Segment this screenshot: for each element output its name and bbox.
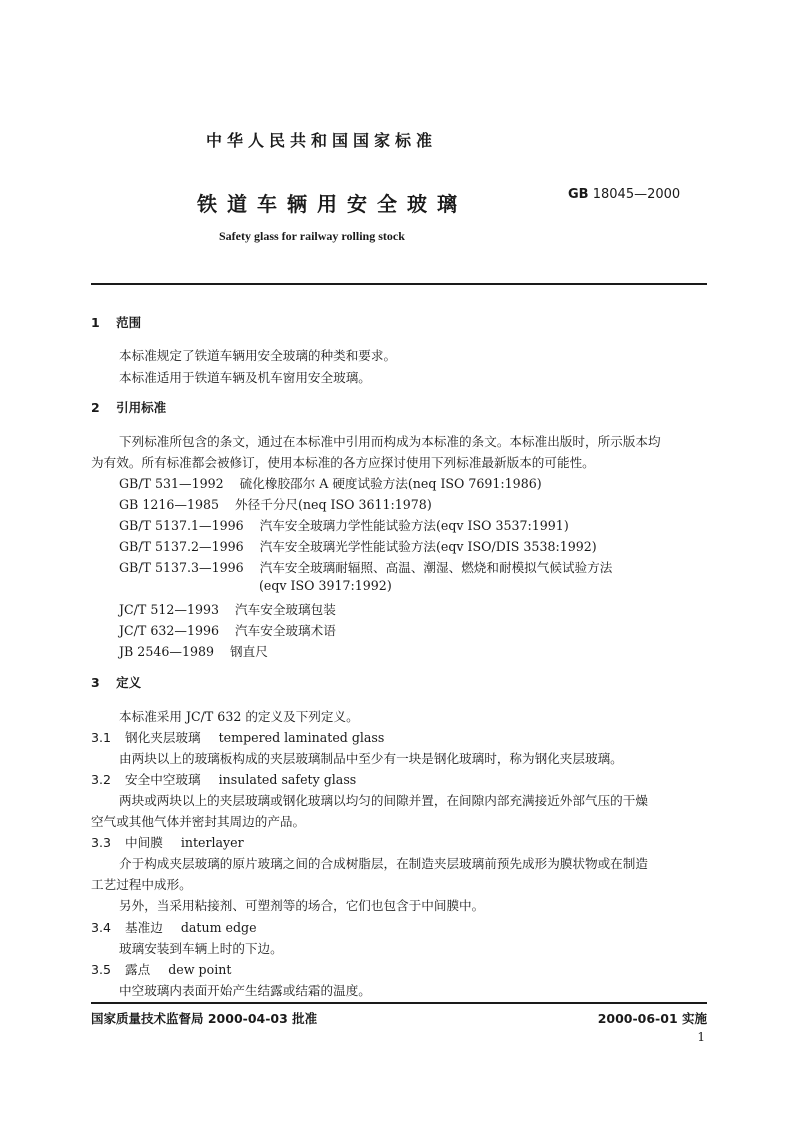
- approval-line: 国家质量技术监督局 2000-04-03 批准: [91, 1011, 318, 1026]
- header-rule: [91, 283, 707, 285]
- term-chinese: 中间膜: [125, 835, 163, 850]
- reference-title: 汽车安全玻璃光学性能试验方法(eqv ISO/DIS 3538:1992): [259, 539, 597, 554]
- term-chinese: 露点: [125, 962, 151, 977]
- reference-code: GB/T 531—1992: [119, 476, 224, 491]
- term-english: interlayer: [180, 835, 244, 850]
- section-title: 引用标准: [116, 400, 167, 415]
- reference-code: JC/T 512—1993: [119, 602, 220, 617]
- standard-prefix: GB: [568, 187, 589, 202]
- section-number: 1: [91, 315, 100, 330]
- term-chinese: 钢化夹层玻璃: [125, 730, 201, 745]
- definition-number: 3.4: [91, 920, 112, 935]
- section-2-heading: [91, 398, 166, 416]
- reference-item: [119, 557, 612, 576]
- section-3-heading: [91, 673, 141, 691]
- paragraph: 为有效。所有标准都会被修订，使用本标准的各方应探讨使用下列标准最新版本的可能性。: [91, 455, 595, 470]
- reference-item: [119, 494, 432, 513]
- definition-number: 3.3: [91, 835, 112, 850]
- reference-title-continuation: (eqv ISO 3917:1992): [259, 578, 392, 593]
- paragraph: 本标准采用 JC/T 632 的定义及下列定义。: [119, 709, 359, 724]
- paragraph: 下列标准所包含的条文，通过在本标准中引用而构成为本标准的条文。本标准出版时，所示版本均: [119, 434, 661, 449]
- reference-item: [119, 641, 268, 660]
- reference-code: GB/T 5137.3—1996: [119, 560, 244, 575]
- definition-text: 由两块以上的玻璃板构成的夹层玻璃制品中至少有一块是钢化玻璃时，称为钢化夹层玻璃。: [119, 751, 623, 766]
- definition-text: 中空玻璃内表面开始产生结露或结霜的温度。: [119, 983, 371, 998]
- reference-title: 钢直尺: [230, 644, 268, 659]
- reference-title: 硫化橡胶邵尔 A 硬度试验方法(neq ISO 7691:1986): [239, 476, 542, 491]
- definition-heading: [91, 832, 244, 851]
- standard-number: [568, 187, 680, 202]
- reference-code: GB/T 5137.2—1996: [119, 539, 244, 554]
- section-title: 范围: [116, 315, 142, 330]
- definition-number: 3.1: [91, 730, 112, 745]
- english-title: Safety glass for railway rolling stock: [219, 229, 405, 243]
- term-english: datum edge: [180, 920, 257, 935]
- section-number: 3: [91, 675, 100, 690]
- definition-text: 介于构成夹层玻璃的原片玻璃之间的合成树脂层，在制造夹层玻璃前预先成形为膜状物或在制造: [119, 856, 648, 871]
- section-title: 定义: [116, 675, 142, 690]
- definition-number: 3.5: [91, 962, 112, 977]
- footer-rule: [91, 1002, 707, 1004]
- term-english: tempered laminated glass: [218, 730, 385, 745]
- effective-date: 2000-06-01 实施: [597, 1011, 707, 1026]
- issuing-body: 中华人民共和国国家标准: [206, 131, 438, 150]
- definition-text: 玻璃安装到车辆上时的下边。: [119, 941, 283, 956]
- reference-title: 汽车安全玻璃术语: [235, 623, 336, 638]
- section-number: 2: [91, 400, 100, 415]
- term-english: insulated safety glass: [218, 772, 357, 787]
- definition-number: 3.2: [91, 772, 112, 787]
- term-chinese: 安全中空玻璃: [125, 772, 201, 787]
- reference-title: 汽车安全玻璃力学性能试验方法(eqv ISO 3537:1991): [259, 518, 569, 533]
- reference-title: 汽车安全玻璃包装: [235, 602, 336, 617]
- document-title: 铁道车辆用安全玻璃: [197, 192, 467, 216]
- term-chinese: 基准边: [125, 920, 163, 935]
- definition-text: 空气或其他气体并密封其周边的产品。: [91, 814, 306, 829]
- reference-item: [119, 620, 336, 639]
- reference-code: JC/T 632—1996: [119, 623, 220, 638]
- definition-heading: [91, 959, 231, 978]
- definition-heading: [91, 769, 356, 788]
- reference-code: GB 1216—1985: [119, 497, 220, 512]
- reference-item: [119, 515, 569, 534]
- reference-title: 外径千分尺(neq ISO 3611:1978): [235, 497, 432, 512]
- reference-item: [119, 473, 542, 492]
- reference-code: JB 2546—1989: [119, 644, 215, 659]
- standard-code: 18045—2000: [592, 187, 681, 202]
- definition-heading: [91, 727, 384, 746]
- section-1-heading: [91, 313, 141, 331]
- definition-heading: [91, 917, 257, 936]
- reference-code: GB/T 5137.1—1996: [119, 518, 244, 533]
- definition-text: 两块或两块以上的夹层玻璃或钢化玻璃以均匀的间隙并置，在间隙内部充满接近外部气压的干燥: [119, 793, 648, 808]
- reference-title: 汽车安全玻璃耐辐照、高温、潮湿、燃烧和耐模拟气候试验方法: [259, 560, 613, 575]
- definition-text: 另外，当采用粘接剂、可塑剂等的场合，它们也包含于中间膜中。: [119, 898, 485, 913]
- reference-item: [119, 599, 336, 618]
- definition-text: 工艺过程中成形。: [91, 877, 192, 892]
- page-number: 1: [697, 1030, 705, 1044]
- paragraph: 本标准适用于铁道车辆及机车窗用安全玻璃。: [119, 370, 371, 385]
- reference-item: [119, 536, 597, 555]
- term-english: dew point: [168, 962, 232, 977]
- paragraph: 本标准规定了铁道车辆用安全玻璃的种类和要求。: [119, 348, 397, 363]
